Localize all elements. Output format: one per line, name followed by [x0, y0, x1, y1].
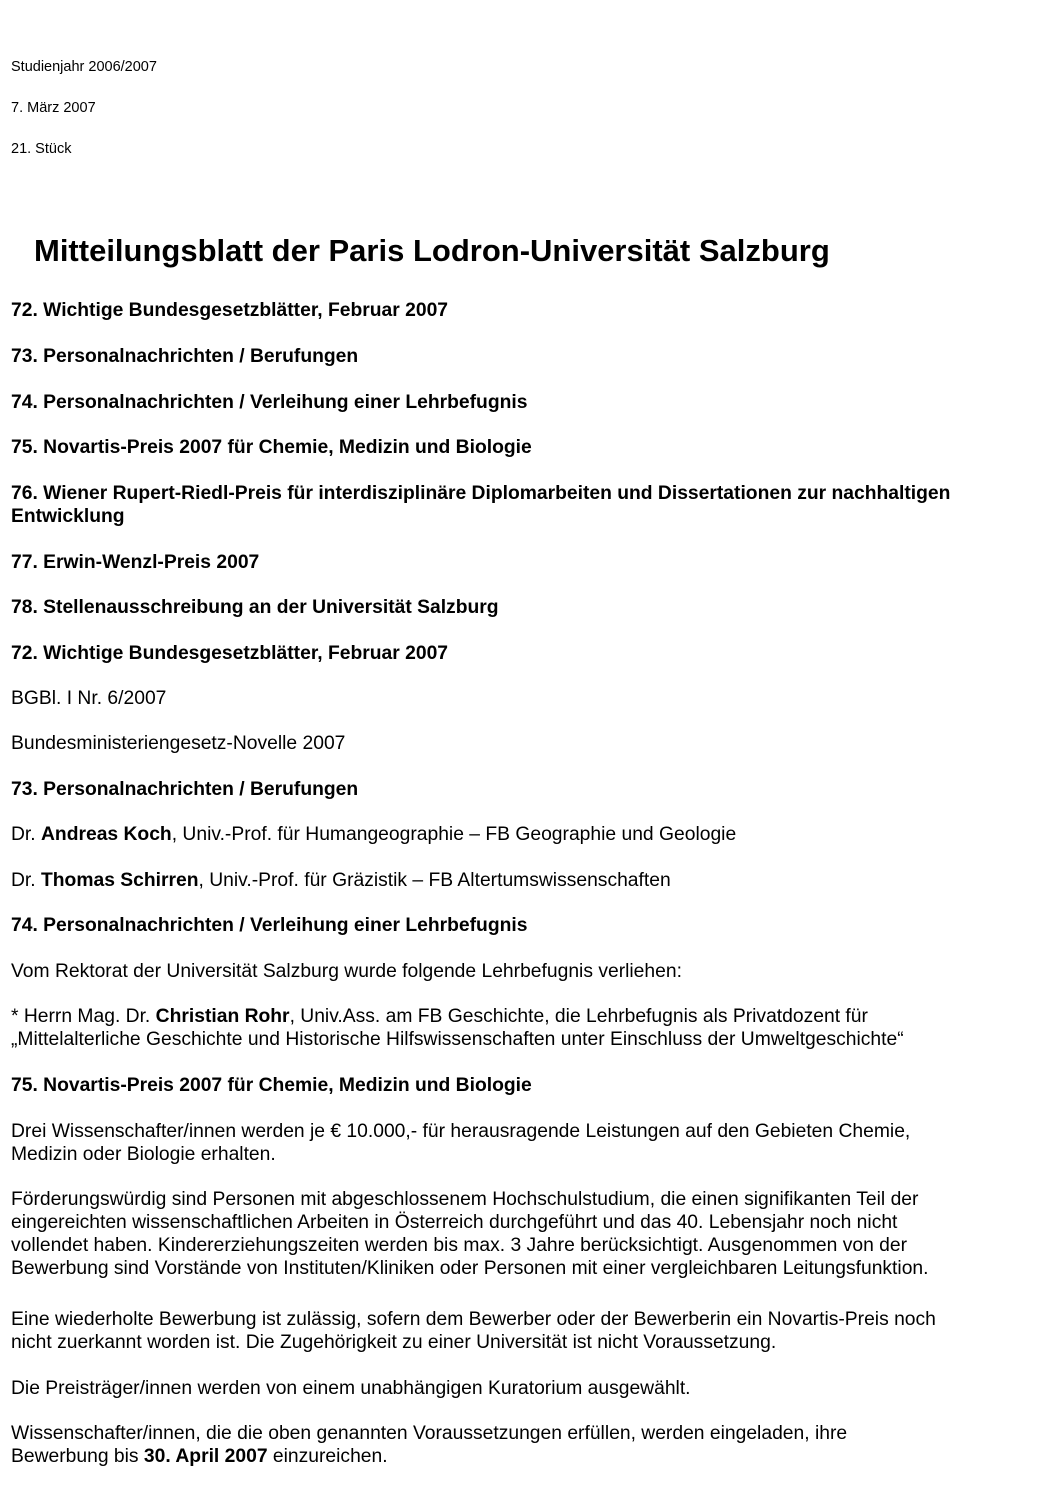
appointment-title: Dr. — [11, 870, 36, 891]
section-74-heading: 74. Personalnachrichten / Verleihung einer Lehrbefugnis — [11, 915, 528, 936]
section-75-p1-line: Medizin oder Biologie erhalten. — [11, 1144, 276, 1165]
appointment-details: , Univ.-Prof. für Gräzistik – FB Altertumswissenschaften — [198, 870, 671, 891]
lehrbefugnis-subject: „Mittelalterliche Geschichte und Historische Hilfswissenschaften unter Einschluss der Umweltgeschichte“ — [11, 1029, 904, 1050]
section-75-p2-line: Förderungswürdig sind Personen mit abgeschlossenem Hochschulstudium, die einen signifikanten Teil der — [11, 1189, 919, 1210]
section-72-bgbl: BGBl. I Nr. 6/2007 — [11, 688, 167, 709]
appointee-name: Andreas Koch — [41, 824, 172, 845]
toc-item-77: 77. Erwin-Wenzl-Preis 2007 — [11, 552, 260, 573]
section-75-heading: 75. Novartis-Preis 2007 für Chemie, Medizin und Biologie — [11, 1075, 532, 1096]
toc-item-78: 78. Stellenausschreibung an der Universität Salzburg — [11, 597, 499, 618]
entry-prefix: * Herrn Mag. Dr. — [11, 1006, 151, 1027]
appointment-entry — [11, 823, 1041, 846]
study-year: Studienjahr 2006/2007 — [11, 59, 157, 75]
section-75-p2-line: vollendet haben. Kindererziehungszeiten werden bis max. 3 Jahre berücksichtigt. Ausgenommen von der — [11, 1235, 908, 1256]
lehrbefugnis-entry — [11, 1005, 1041, 1028]
issue-date: 7. März 2007 — [11, 100, 96, 116]
section-72-heading: 72. Wichtige Bundesgesetzblätter, Februar 2007 — [11, 643, 449, 664]
section-75-p2-line: Bewerbung sind Vorstände von Instituten/Kliniken oder Personen mit einer vergleichbaren Leitungsfunktion. — [11, 1258, 929, 1279]
section-73-heading: 73. Personalnachrichten / Berufungen — [11, 779, 359, 800]
section-75-p3-line: Eine wiederholte Bewerbung ist zulässig, sofern dem Bewerber oder der Bewerberin ein Novartis-Preis noch — [11, 1309, 936, 1330]
toc-item-76: 76. Wiener Rupert-Riedl-Preis für interdisziplinäre Diplomarbeiten und Dissertationen zur nachhaltigen Entwicklung — [11, 483, 951, 527]
section-74-intro: Vom Rektorat der Universität Salzburg wurde folgende Lehrbefugnis verliehen: — [11, 961, 682, 982]
toc-item-73: 73. Personalnachrichten / Berufungen — [11, 346, 359, 367]
appointee-name: Thomas Schirren — [41, 870, 199, 891]
section-75-p3-line: nicht zuerkannt worden ist. Die Zugehörigkeit zu einer Universität ist nicht Voraussetzung. — [11, 1332, 777, 1353]
section-75-p4: Die Preisträger/innen werden von einem unabhängigen Kuratorium ausgewählt. — [11, 1378, 691, 1399]
appointment-title: Dr. — [11, 824, 36, 845]
entry-name: Christian Rohr — [155, 1006, 290, 1027]
entry-details: , Univ.Ass. am FB Geschichte, die Lehrbefugnis als Privatdozent für — [289, 1006, 868, 1027]
section-75-p2-line: eingereichten wissenschaftlichen Arbeiten in Österreich durchgeführt und das 40. Lebensjahr noch nicht — [11, 1212, 898, 1233]
section-75-p5-line: Wissenschafter/innen, die die oben genannten Voraussetzungen erfüllen, werden eingeladen, ihre — [11, 1423, 848, 1444]
toc-item-74: 74. Personalnachrichten / Verleihung einer Lehrbefugnis — [11, 392, 528, 413]
section-72-law: Bundesministeriengesetz-Novelle 2007 — [11, 733, 346, 754]
deadline-post: einzureichen. — [267, 1446, 388, 1467]
toc-item-72: 72. Wichtige Bundesgesetzblätter, Februar 2007 — [11, 300, 449, 321]
deadline-pre: Bewerbung bis — [11, 1446, 144, 1467]
appointment-entry — [11, 869, 1041, 892]
issue-number: 21. Stück — [11, 141, 72, 157]
section-75-p1-line: Drei Wissenschafter/innen werden je € 10.000,- für herausragende Leistungen auf den Gebieten Chemie, — [11, 1121, 911, 1142]
section-75-p5-deadline-line — [11, 1445, 1041, 1468]
appointment-details: , Univ.-Prof. für Humangeographie – FB Geographie und Geologie — [171, 824, 737, 845]
toc-item-75: 75. Novartis-Preis 2007 für Chemie, Medizin und Biologie — [11, 437, 532, 458]
page-title: Mitteilungsblatt der Paris Lodron-Universität Salzburg — [34, 233, 830, 268]
deadline-date: 30. April 2007 — [143, 1446, 268, 1467]
